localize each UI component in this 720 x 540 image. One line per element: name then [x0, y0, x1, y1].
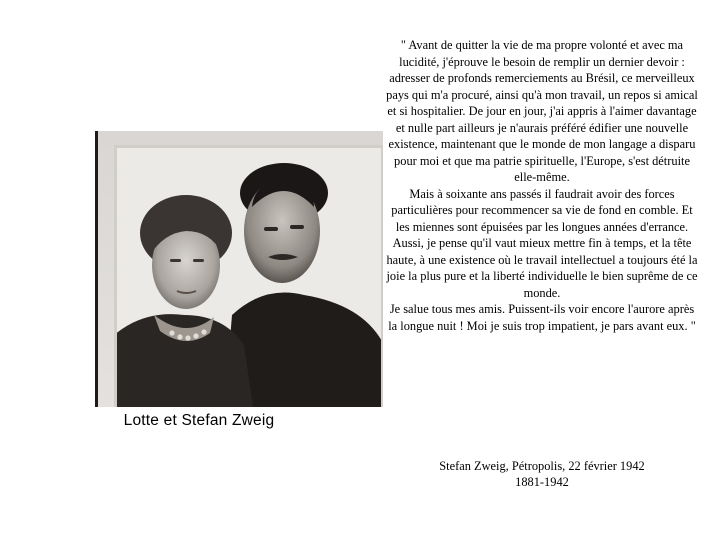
- photo-caption: Lotte et Stefan Zweig: [123, 412, 275, 429]
- signature-line: Stefan Zweig, Pétropolis, 22 février 1942: [439, 459, 645, 473]
- farewell-letter: [386, 37, 698, 334]
- letter-paragraph: Je salue tous mes amis. Puissent-ils voir encore l'aurore après la longue nuit ! Moi je suis trop impatient, je pars avant eux. ": [388, 302, 696, 333]
- signature-years: 1881-1942: [515, 475, 569, 489]
- portrait-photo-image: [114, 145, 383, 407]
- signature-block: [386, 458, 698, 490]
- portrait-photo: [114, 145, 383, 407]
- photo-frame: [95, 131, 383, 407]
- letter-paragraph: Mais à soixante ans passés il faudrait avoir des forces particulières pour recommencer sa vie de fond en comble. Et les miennes sont épuisées par les longues années d'errance. Aussi, je pense qu'il vaut mieux mettre fin à temps, et la tête haute, à une existence où le travail intellectuel a toujours été la joie la plus pure et la liberté individuelle le bien suprême de ce monde.: [386, 186, 698, 300]
- letter-paragraph: " Avant de quitter la vie de ma propre volonté et avec ma lucidité, j'éprouve le besoin de remplir un dernier devoir : adresser de profonds remerciements au Brésil, ce merveilleux pays qui m'a procuré, ainsi qu'à mon travail, un repos si amical et si hospitalier. De jour en jour, j'ai appris à l'aimer davantage et nulle part ailleurs je n'aurais préféré édifier une nouvelle existence, maintenant que le monde de mon langage a disparu pour moi et que ma patrie spirituelle, l'Europe, s'est détruite elle-même.: [386, 38, 698, 184]
